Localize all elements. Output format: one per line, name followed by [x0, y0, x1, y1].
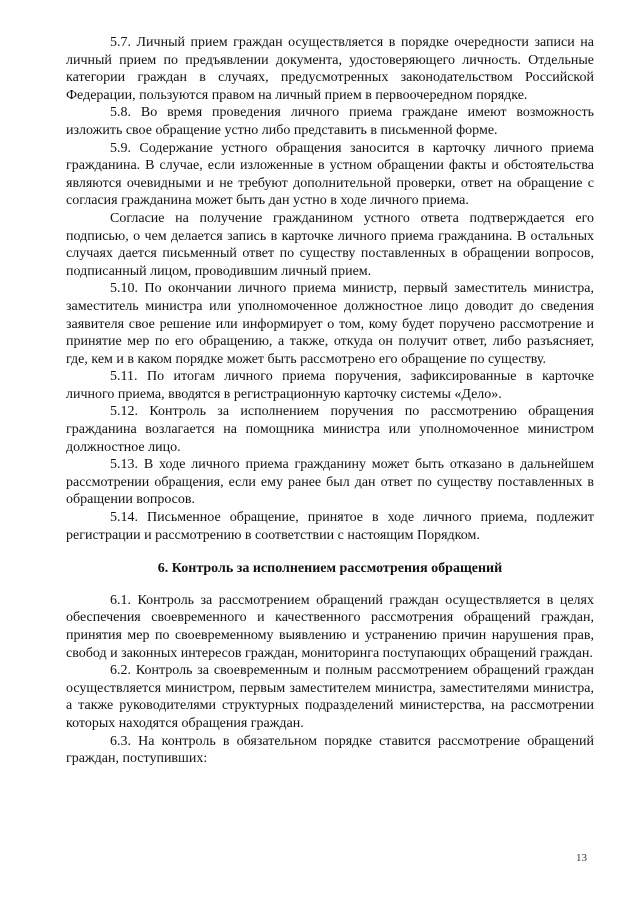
paragraph-6-2: 6.2. Контроль за своевременным и полным рассмотрением обращений граждан осуществляется министром, первым заместителем министра, заместителями министра, а также руководителями структурных подразделений министерства, на рассмотрении которых находятся обращения граждан.	[66, 663, 594, 731]
section-6-heading: 6. Контроль за исполнением рассмотрения обращений	[157, 561, 503, 577]
paragraph-5-9-consent: Согласие на получение гражданином устного ответа подтверждается его подписью, о чем делается запись в карточке личного приема гражданина. В остальных случаях дается письменный ответ по существу поставленных в обращении вопросов, подписанный лицом, проводившим личный прием.	[66, 210, 594, 279]
paragraph-5-9: 5.9. Содержание устного обращения заносится в карточку личного приема гражданина. В случае, если изложенные в устном обращении факты и обстоятельства являются очевидными и не требуют дополнительной проверки, ответ на обращение с согласия гражданина может быть дан устно в ходе личного приема.	[66, 140, 594, 209]
page-number: 13	[576, 852, 587, 864]
paragraph-5-13: 5.13. В ходе личного приема гражданину может быть отказано в дальнейшем рассмотрении обращения, если ему ранее был дан ответ по существу поставленных в обращении вопросов.	[66, 457, 594, 508]
paragraph-5-8: 5.8. Во время проведения личного приема граждане имеют возможность изложить свое обращение устно либо представить в письменной форме.	[66, 105, 594, 138]
paragraph-6-3: 6.3. На контроль в обязательном порядке ставится рассмотрение обращений граждан, поступивших:	[66, 733, 594, 767]
paragraph-6-1: 6.1. Контроль за рассмотрением обращений граждан осуществляется в целях обеспечения своевременного и качественного рассмотрения обращений граждан, принятия мер по своевременному выявлению и устранению причин нарушения прав, свобод и законных интересов граждан, мониторинга поступающих обращений граждан.	[66, 592, 594, 661]
paragraph-5-7: 5.7. Личный прием граждан осуществляется в порядке очередности записи на личный прием по предъявлении документа, удостоверяющего личность. Отдельные категории граждан в случаях, предусмотренных законодательством Российской Федерации, пользуются правом на личный прием в первоочередном порядке.	[66, 35, 594, 103]
paragraph-5-11: 5.11. По итогам личного приема поручения, зафиксированные в карточке личного приема, вводятся в регистрационную карточку системы «Дело».	[66, 369, 594, 402]
document-page	[66, 34, 594, 768]
paragraph-5-14: 5.14. Письменное обращение, принятое в ходе личного приема, подлежит регистрации и рассмотрению в соответствии с настоящим Порядком.	[66, 510, 594, 543]
paragraph-5-12: 5.12. Контроль за исполнением поручения по рассмотрению обращения гражданина возлагается на помощника министра или уполномоченное министром должностное лицо.	[66, 404, 594, 455]
paragraph-5-10: 5.10. По окончании личного приема министр, первый заместитель министра, заместитель министра или уполномоченное должностное лицо доводит до сведения заявителя свое решение или информирует о том, кому будет поручено рассмотрение и принятие мер по его обращению, а также, откуда он получит ответ, либо разъясняет, где, кем и в каком порядке может быть рассмотрено его обращение по существу.	[66, 281, 594, 367]
